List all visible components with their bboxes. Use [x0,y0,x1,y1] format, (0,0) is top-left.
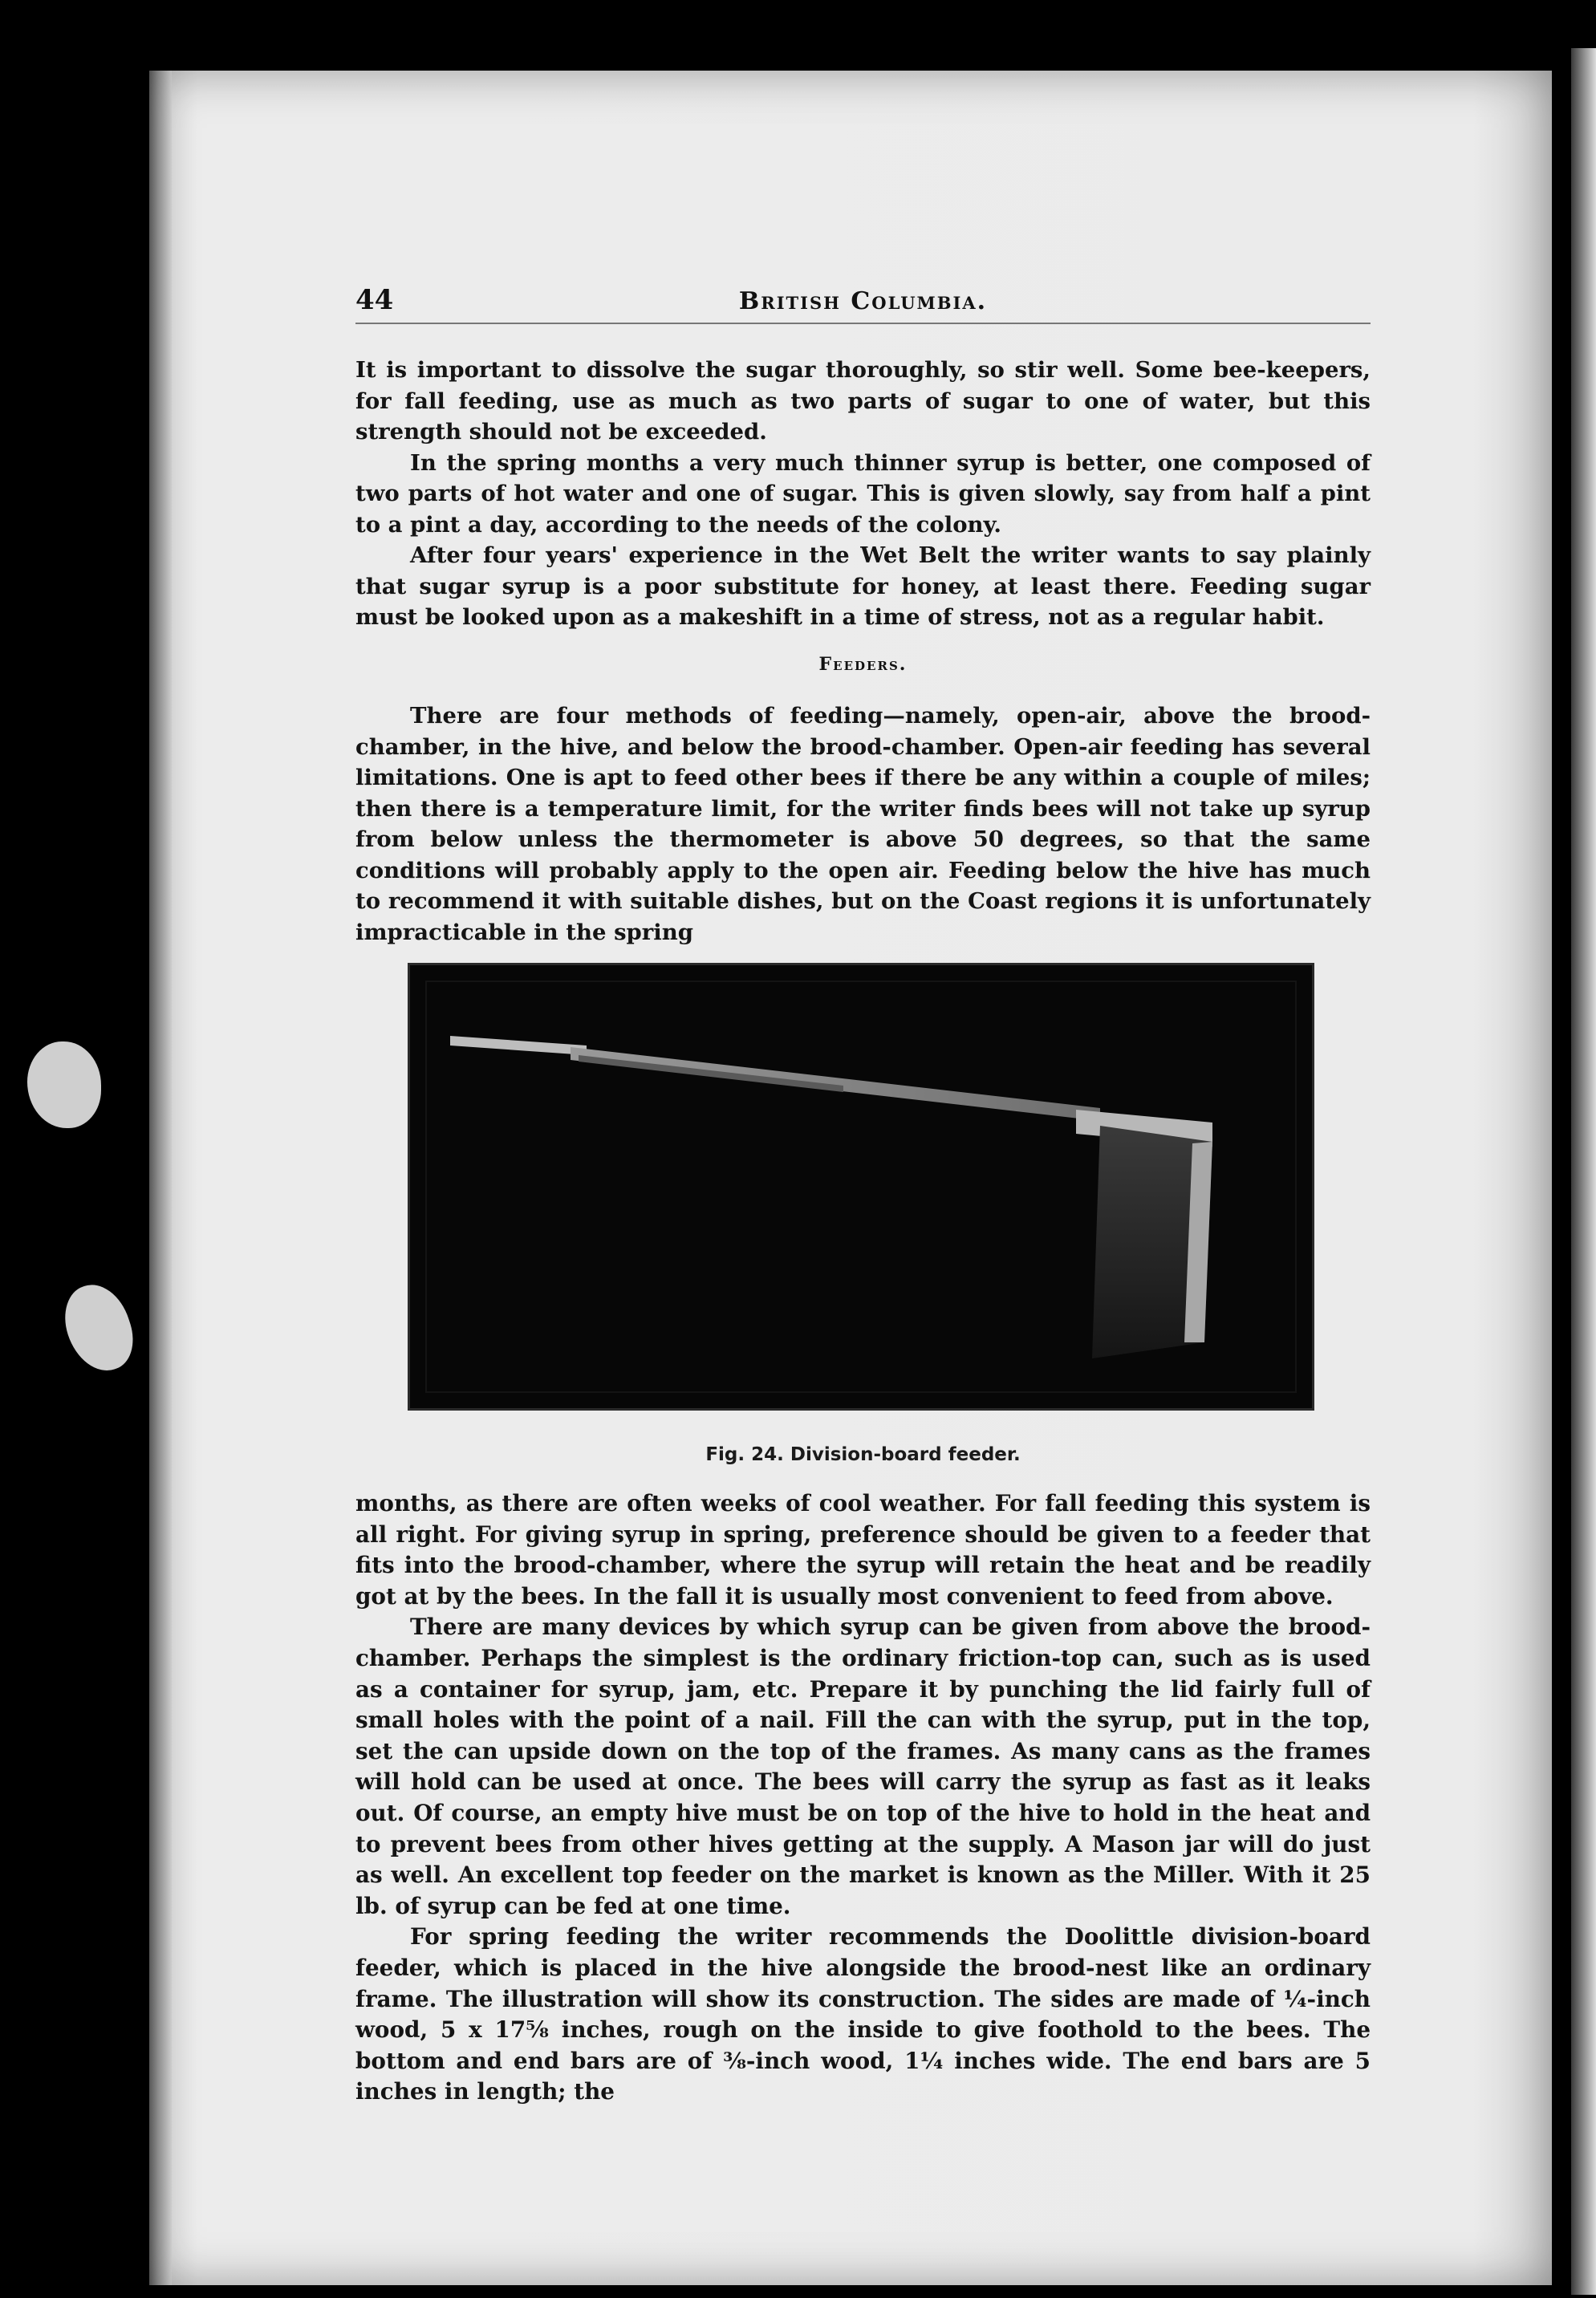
body-text-bottom [355,1488,1371,2108]
paragraph: It is important to dissolve the sugar thoroughly, so stir well. Some bee-keepers, for fall feeding, use as much as two parts of sugar to one of water, but this strength should not be exceeded. [355,357,1371,445]
paragraph: There are many devices by which syrup can be given from above the brood-chamber. Perhaps the simplest is the ordinary friction-top can, such as is used as a container for syrup, jam, etc. Prepare it by punching the lid fairly full of small holes with the point of a nail. Fill the can with the syrup, put in the top, set the can upside down on the top of the frames. As many cans as the frames will hold can be used at once. The bees will carry the syrup as fast as it leaks out. Of course, an empty hive must be on top of the hive to hold in the heat and to prevent bees from other hives getting at the supply. A Mason jar will do just as well. An excellent top feeder on the market is known as the Miller. With it 25 lb. of syrup can be fed at one time. [355,1614,1371,1919]
figure-caption: Fig. 24. Division-board feeder. [705,1444,1021,1465]
section-heading: Feeders. [818,654,908,675]
page-binding-shadow [149,71,172,2285]
page-header [355,284,1371,324]
paragraph: There are four methods of feeding—namely, open-air, above the brood-chamber, in the hive, and below the brood-chamber. Open-air feeding has several limitations. One is apt to feed other bees if there be any within a couple of miles; then there is a temperature limit, for the writer finds bees will not take up syrup from below unless the thermometer is above 50 degrees, so that the same conditions will probably apply to the open air. Feeding below the hive has much to recommend it with suitable dishes, but on the Coast regions it is unfortunately impracticable in the spring [355,703,1371,945]
page-number: 44 [355,284,394,316]
figure-photo [408,963,1314,1411]
scan-artifact-blob [27,1041,101,1128]
paragraph: After four years' experience in the Wet Belt the writer wants to say plainly that sugar syrup is a poor substitute for honey, at least there. Feeding sugar must be looked upon as a makeshift in a time of stress, not as a regular habit. [355,542,1371,630]
adjacent-page-edge [1571,48,1596,2295]
scan-artifact-blob [55,1277,142,1380]
body-text-top [355,355,1371,633]
division-board-feeder-illustration [410,965,1312,1408]
paragraph: In the spring months a very much thinner syrup is better, one composed of two parts of hot water and one of sugar. This is given slowly, say from half a pint to a pint a day, according to the needs of the colony. [355,449,1371,538]
paragraph: For spring feeding the writer recommends the Doolittle division-board feeder, which is placed in the hive alongside the brood-nest like an ordinary frame. The illustration will show its construction. The sides are made of ¼-inch wood, 5 x 17⅝ inches, rough on the inside to give foothold to the bees. The bottom and end bars are of ⅜-inch wood, 1¼ inches wide. The end bars are 5 inches in length; the [355,1923,1371,2105]
body-text-feeders [355,700,1371,948]
running-head: British Columbia. [738,287,988,315]
paragraph: months, as there are often weeks of cool weather. For fall feeding this system is all right. For giving syrup in spring, preference should be given to a feeder that fits into the brood-chamber, where the syrup will retain the heat and be readily got at by the bees. In the fall it is usually most convenient to feed from above. [355,1490,1371,1610]
